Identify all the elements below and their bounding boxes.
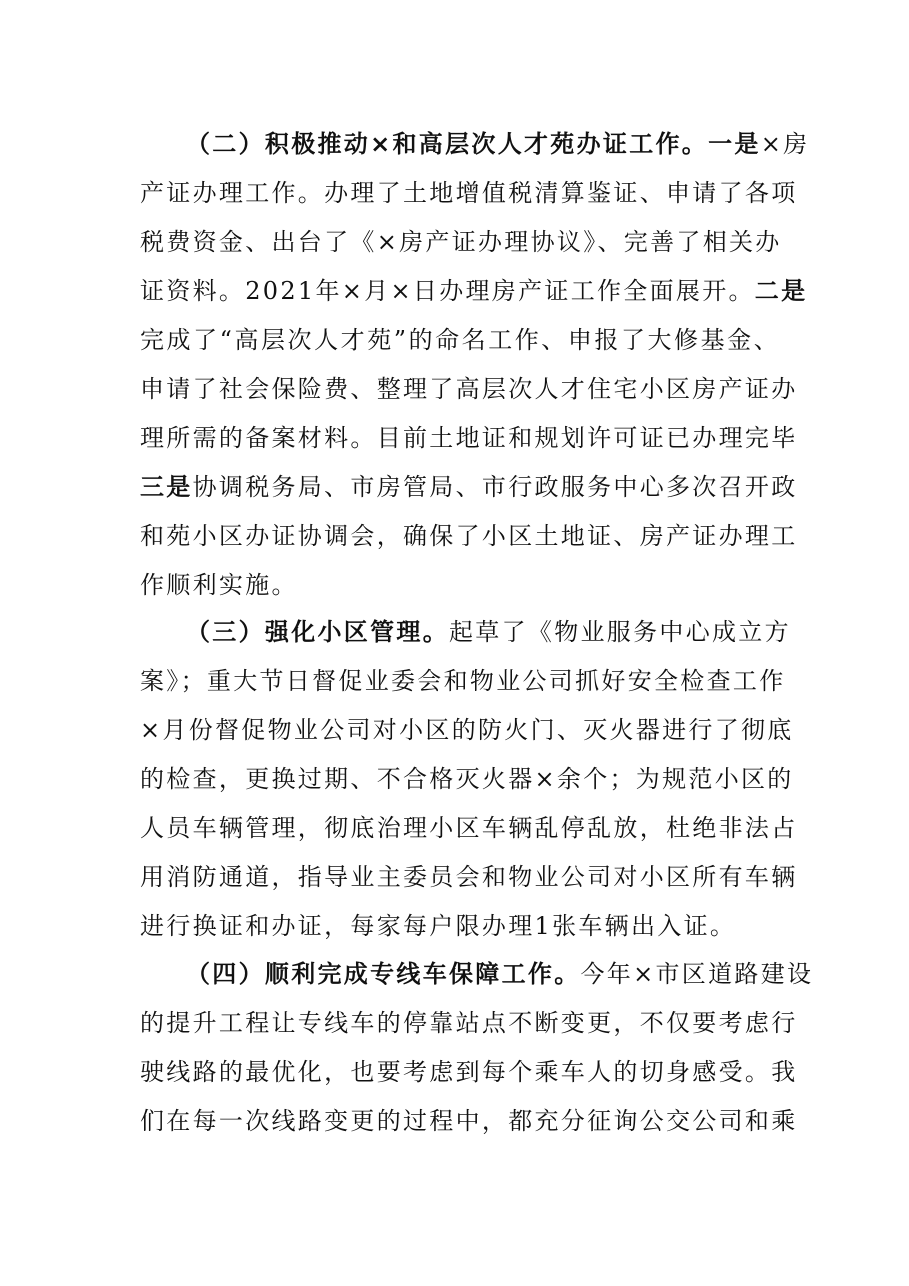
paragraph-line — [140, 267, 808, 316]
body-text: 用消防通道，指导业主委员会和物业公司对小区所有车辆 — [140, 863, 798, 891]
paragraph-line — [140, 218, 780, 267]
paragraph-line — [140, 608, 791, 657]
body-text: 们在每一次线路变更的过程中，都充分征询公交公司和乘 — [140, 1107, 798, 1135]
body-text: 申请了社会保险费、整理了高层次人才住宅小区房产证办 — [140, 375, 798, 403]
body-text: 证资料。2021年×月×日办理房产证工作全面展开。 — [140, 277, 755, 305]
body-text: 税费资金、出台了《×房产证办理协议》、完善了相关办 — [140, 228, 782, 256]
body-text: 产证办理工作。办理了土地增值税清算鉴证、申请了各项 — [140, 179, 798, 207]
paragraph-line — [140, 120, 810, 169]
body-text: 案》；重大节日督促业委会和物业公司抓好安全检查工作 — [140, 667, 786, 695]
body-text: 人员车辆管理，彻底治理小区车辆乱停乱放，杜绝非法占 — [140, 814, 798, 842]
body-text: 理所需的备案材料。目前土地证和规划许可证已办理完毕 — [140, 424, 798, 452]
body-text: ×房 — [760, 130, 810, 158]
body-text: 今年×市区道路建设 — [580, 960, 814, 988]
paragraph-line — [140, 950, 814, 999]
paragraph-line — [140, 463, 798, 512]
paragraph-line — [140, 1097, 798, 1146]
paragraph-line — [140, 755, 794, 804]
paragraph-line — [140, 853, 798, 902]
body-text: 驶线路的最优化，也要考虑到每个乘车人的切身感受。我 — [140, 1058, 798, 1086]
paragraph-line — [140, 1048, 798, 1097]
body-text: 完成了“高层次人才苑”的命名工作、申报了大修基金、 — [140, 326, 780, 354]
bold-heading-text: 三是 — [140, 473, 193, 501]
section-2-paragraph — [140, 120, 810, 610]
bold-heading-text: （二）积极推动×和高层次人才苑办证工作。一是 — [186, 130, 761, 158]
body-text: 的提升工程让专线车的停靠站点不断变更，不仅要考虑行 — [140, 1009, 798, 1037]
paragraph-line — [140, 657, 786, 706]
paragraph-line — [140, 365, 798, 414]
paragraph-line — [140, 902, 780, 951]
paragraph-line — [140, 706, 794, 755]
body-text: 进行换证和办证，每家每户限办理1张车辆出入证。 — [140, 912, 737, 940]
bold-heading-text: （四）顺利完成专线车保障工作。 — [186, 960, 581, 988]
paragraph-line — [140, 561, 780, 610]
section-4-paragraph — [140, 950, 814, 1146]
body-text: 的检查，更换过期、不合格灭火器×余个；为规范小区的 — [140, 765, 794, 793]
bold-heading-text: 二是 — [754, 277, 808, 305]
paragraph-line — [140, 316, 780, 365]
bold-heading-text: （三）强化小区管理。 — [186, 618, 449, 646]
body-text: 和苑小区办证协调会，确保了小区土地证、房产证办理工 — [140, 522, 798, 550]
paragraph-line — [140, 999, 798, 1048]
body-text: ×月份督促物业公司对小区的防火门、灭火器进行了彻底 — [140, 716, 794, 744]
paragraph-line — [140, 414, 798, 463]
body-text: 协调税务局、市房管局、市行政服务中心多次召开政 — [192, 473, 798, 501]
paragraph-line — [140, 804, 798, 853]
body-text: 起草了《物业服务中心成立方 — [449, 618, 791, 646]
paragraph-line — [140, 512, 798, 561]
section-3-paragraph — [140, 608, 798, 951]
body-text: 作顺利实施。 — [140, 571, 298, 599]
paragraph-line — [140, 169, 798, 218]
